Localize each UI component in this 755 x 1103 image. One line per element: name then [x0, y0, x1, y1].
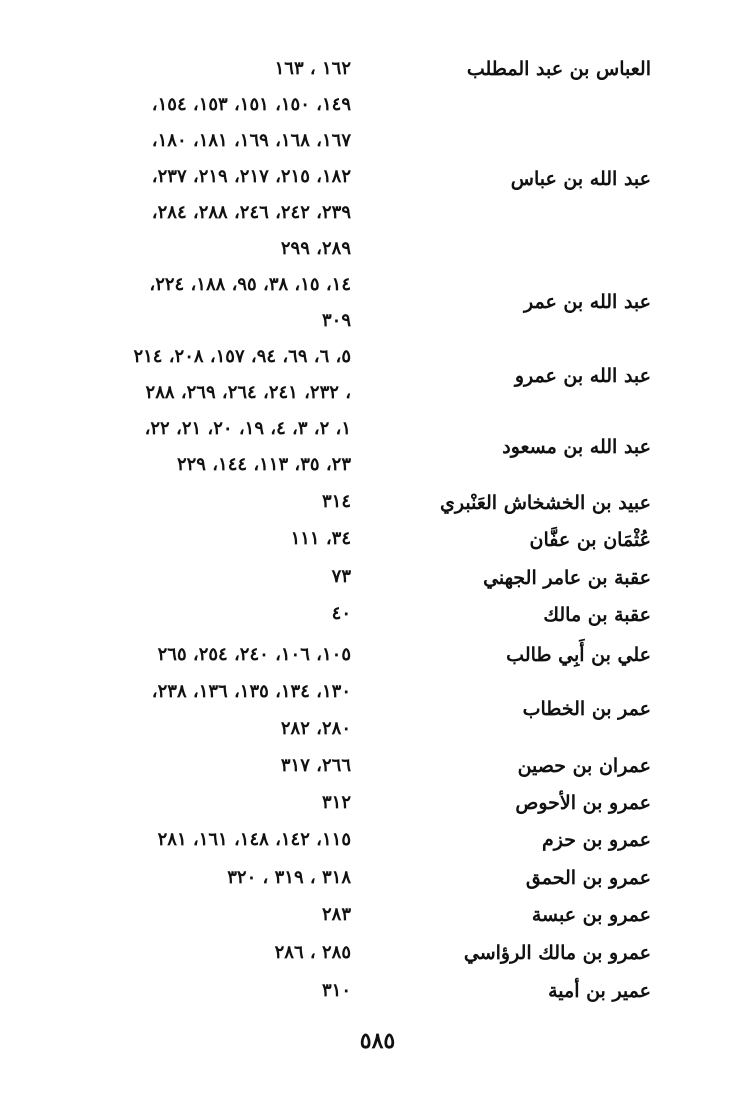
index-name: عمرو بن الحمق — [525, 867, 651, 889]
index-name: عمرو بن حزم — [542, 829, 651, 851]
index-name: عمير بن أمية — [548, 980, 651, 1002]
index-name: عمر بن الخطاب — [522, 698, 651, 720]
page-refs: ٢٣٩، ٢٤٢، ٢٤٦، ٢٨٨، ٢٨٤، — [151, 202, 351, 223]
page-refs: ١٤٩، ١٥٠، ١٥١، ١٥٣، ١٥٤، — [151, 94, 351, 115]
page-refs: ، ٢٣٢، ٢٤١، ٢٦٤، ٢٦٩، ٢٨٨ — [145, 382, 351, 403]
page-refs: ١١٥، ١٤٢، ١٤٨، ١٦١، ٢٨١ — [157, 829, 351, 850]
page-refs: ٢٨٥ ، ٢٨٦ — [274, 942, 351, 963]
index-name: عبيد بن الخشخاش العَنْبري — [440, 492, 651, 514]
page-refs: ٣١٨ ، ٣١٩ ، ٣٢٠ — [227, 867, 351, 888]
index-name: علي بن أَبِي طالب — [506, 644, 651, 666]
page-refs: ٣٤، ١١١ — [290, 528, 351, 549]
index-name: عقبة بن عامر الجهني — [483, 567, 651, 589]
index-name: عمرو بن الأحوص — [515, 792, 651, 814]
page-refs: ١٨٢، ٢١٥، ٢١٧، ٢١٩، ٢٣٧، — [151, 166, 351, 187]
page-refs: ١، ٢، ٣، ٤، ١٩، ٢٠، ٢١، ٢٢، — [144, 418, 351, 439]
page-refs: ٢٨٠، ٢٨٢ — [280, 718, 351, 739]
page-refs: ٣١٠ — [321, 980, 351, 1001]
index-name: عُثْمَان بن عفَّان — [529, 529, 651, 551]
index-name: عبد الله بن عمر — [524, 291, 651, 313]
page-refs: ٢٦٦، ٣١٧ — [280, 755, 351, 776]
page-refs: ٧٣ — [331, 566, 351, 587]
index-name: عمرو بن مالك الرؤاسي — [463, 942, 651, 964]
page-refs: ٣١٤ — [321, 491, 351, 512]
page-number: ٥٨٥ — [359, 1028, 396, 1054]
page-refs: ١٤، ١٥، ٣٨، ٩٥، ١٨٨، ٢٢٤، — [149, 274, 351, 295]
page-refs: ٤٠ — [331, 603, 351, 624]
page-refs: ١٦٧، ١٦٨، ١٦٩، ١٨١، ١٨٠، — [151, 130, 351, 151]
page-refs: ١٣٠، ١٣٤، ١٣٥، ١٣٦، ٢٣٨، — [151, 681, 351, 702]
page-refs: ١٠٥، ١٠٦، ٢٤٠، ٢٥٤، ٢٦٥ — [157, 644, 351, 665]
index-name: عبد الله بن عمرو — [514, 365, 651, 387]
page-refs: ٥، ٦، ٦٩، ٩٤، ١٥٧، ٢٠٨، ٢١٤ — [133, 346, 351, 367]
page-refs: ٣١٢ — [321, 792, 351, 813]
index-name: عبد الله بن مسعود — [502, 436, 651, 458]
page-refs: ٣٠٩ — [321, 310, 351, 331]
index-name: عمران بن حصين — [517, 755, 651, 777]
index-name: عقبة بن مالك — [543, 604, 651, 626]
page-refs: ٢٨٩، ٢٩٩ — [280, 238, 351, 259]
page-refs: ١٦٢ ، ١٦٣ — [274, 58, 351, 79]
page-refs: ٢٨٣ — [321, 904, 351, 925]
index-name: العباس بن عبد المطلب — [466, 58, 651, 80]
page-refs: ٢٣، ٣٥، ١١٣، ١٤٤، ٢٢٩ — [176, 454, 351, 475]
index-name: عمرو بن عبسة — [531, 904, 651, 926]
index-name: عبد الله بن عباس — [510, 168, 651, 190]
